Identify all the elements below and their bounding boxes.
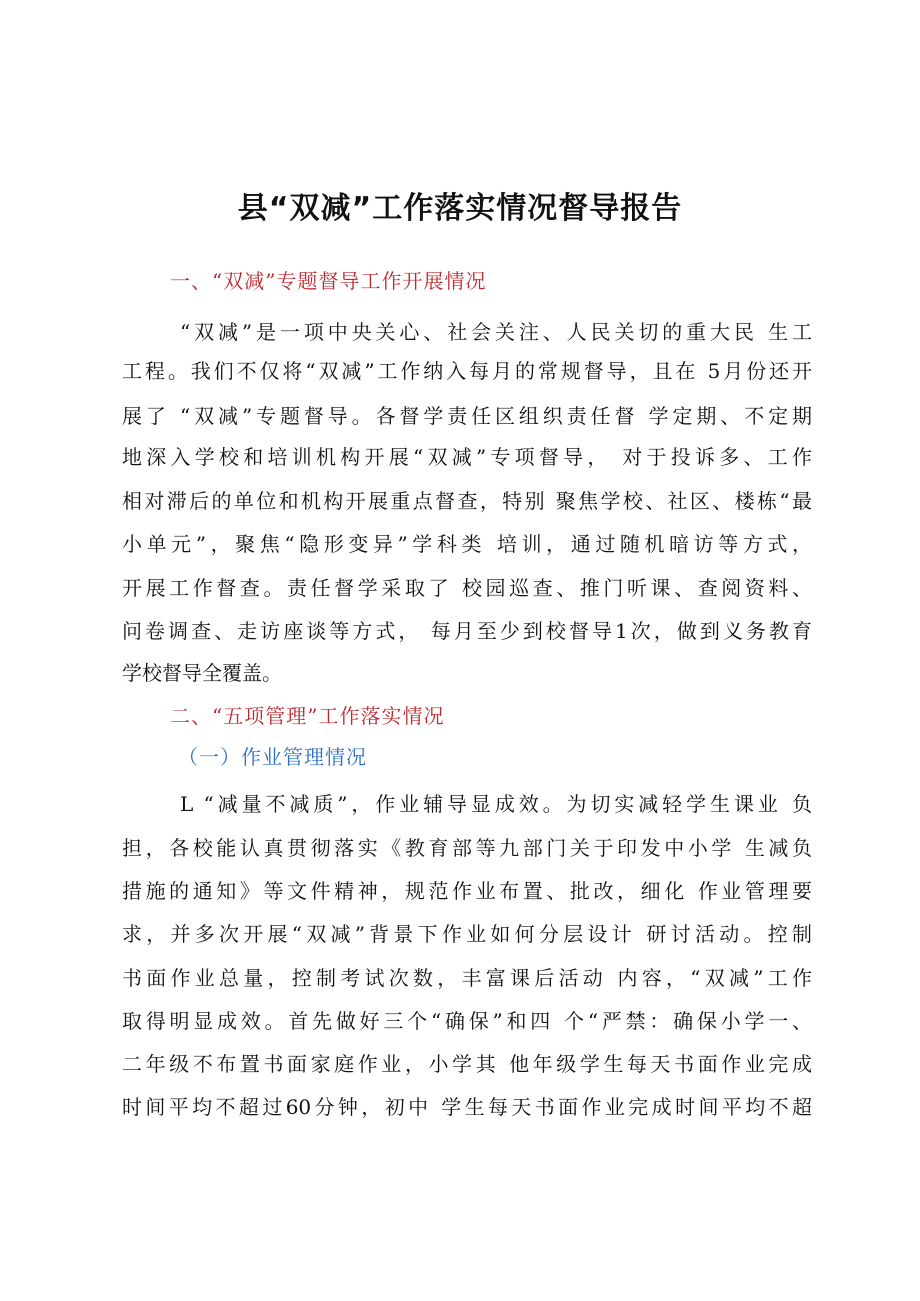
section-2-line-1: L “减量不减质”，作业辅导显成效。为切实减轻学生课业 负 (180, 792, 812, 816)
section-1-line-8: 问卷调查、走访座谈等方式， 每月至少到校督导1次，做到义务教育 (122, 619, 812, 643)
section-2-heading: 二、“五项管理”工作落实情况 (170, 704, 445, 728)
section-1-line-3: 展了 “双减”专题督导。各督学责任区组织责任督 学定期、不定期 (122, 404, 812, 428)
section-2-line-3: 措施的通知》等文件精神，规范作业布置、批改，细化 作业管理要 (122, 879, 812, 903)
section-2-line-5: 书面作业总量，控制考试次数，丰富课后活动 内容，“双减”工作 (122, 966, 812, 990)
section-2-line-7: 二年级不布置书面家庭作业，小学其 他年级学生每天书面作业完成 (122, 1052, 812, 1076)
section-2-subheading: （一）作业管理情况 (178, 745, 367, 769)
section-1-heading: 一、“双减”专题督导工作开展情况 (170, 269, 487, 293)
section-1-line-2: 工程。我们不仅将“双减”工作纳入每月的常规督导，且在 5月份还开 (122, 359, 812, 383)
section-1-line-7: 开展工作督查。责任督学采取了 校园巡查、推门听课、查阅资料、 (122, 576, 812, 600)
document-title: 县“双减”工作落实情况督导报告 (237, 191, 683, 226)
section-2-line-8: 时间平均不超过60分钟，初中 学生每天书面作业完成时间平均不超 (122, 1095, 812, 1119)
section-1-line-5: 相对滞后的单位和机构开展重点督查，特别 聚焦学校、社区、楼栋“最 (122, 489, 812, 513)
section-2-line-6: 取得明显成效。首先做好三个“确保”和四 个“严禁：确保小学一、 (122, 1009, 812, 1033)
section-2-line-2: 担，各校能认真贯彻落实《教育部等九部门关于印发中小学 生减负 (122, 836, 812, 860)
section-1-line-6: 小单元”，聚焦“隐形变异”学科类 培训，通过随机暗访等方式， (122, 532, 812, 556)
section-2-line-4: 求，并多次开展“双减”背景下作业如何分层设计 研讨活动。控制 (122, 922, 812, 946)
section-1-line-9: 学校督导全覆盖。 (122, 661, 282, 685)
section-1-line-4: 地深入学校和培训机构开展“双减”专项督导， 对于投诉多、工作 (122, 445, 812, 469)
section-1-line-1: “双减”是一项中央关心、社会关注、人民关切的重大民 生工 (180, 320, 812, 344)
